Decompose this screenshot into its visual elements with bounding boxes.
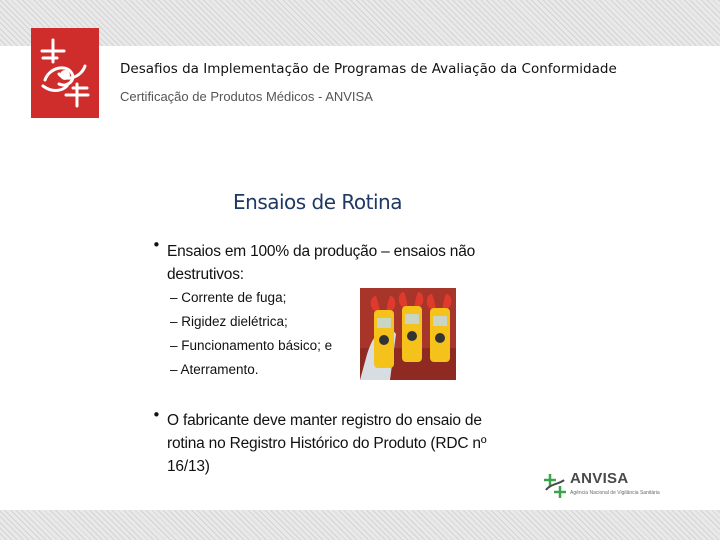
bottom-stripe-band bbox=[0, 510, 720, 540]
anvisa-subtitle: Agência Nacional de Vigilância Sanitária bbox=[570, 490, 660, 496]
bullet-2-text bbox=[167, 409, 486, 478]
anvisa-wordmark: ANVISA bbox=[570, 470, 629, 487]
anvisa-cross-icon bbox=[542, 470, 568, 502]
bullet-marker: • bbox=[152, 406, 161, 424]
clamp-meters-image bbox=[360, 288, 456, 380]
bullet-2-line-1: O fabricante deve manter registro do ensaio de bbox=[167, 412, 482, 429]
sub-item-funcionamento-basico: – Funcionamento básico; e bbox=[170, 338, 333, 353]
clamp-meters-photo bbox=[360, 288, 456, 380]
bullet-1-line-1: Ensaios em 100% da produção – ensaios não bbox=[167, 243, 476, 260]
sub-item-aterramento: – Aterramento. bbox=[170, 362, 259, 377]
sub-item-corrente-de-fuga: – Corrente de fuga; bbox=[170, 290, 287, 305]
bullet-2-line-3: 16/13) bbox=[167, 458, 210, 475]
top-stripe-band bbox=[0, 0, 720, 46]
bullet-marker: • bbox=[152, 236, 161, 254]
bullet-1-line-2: destrutivos: bbox=[167, 266, 244, 283]
anvisa-emblem-icon bbox=[31, 28, 99, 118]
header-title: Desafios da Implementação de Programas de Avaliação da Conformidade bbox=[120, 61, 617, 77]
anvisa-footer-logo bbox=[542, 470, 677, 504]
bullet-2-line-2: rotina no Registro Histórico do Produto (RDC nº bbox=[167, 435, 487, 452]
anvisa-emblem-logo bbox=[31, 28, 99, 118]
header-subtitle: Certificação de Produtos Médicos - ANVISA bbox=[120, 89, 373, 104]
slide-title: Ensaios de Rotina bbox=[233, 190, 402, 214]
sub-item-rigidez-dieletrica: – Rigidez dielétrica; bbox=[170, 314, 288, 329]
bullet-1-text bbox=[167, 240, 475, 286]
